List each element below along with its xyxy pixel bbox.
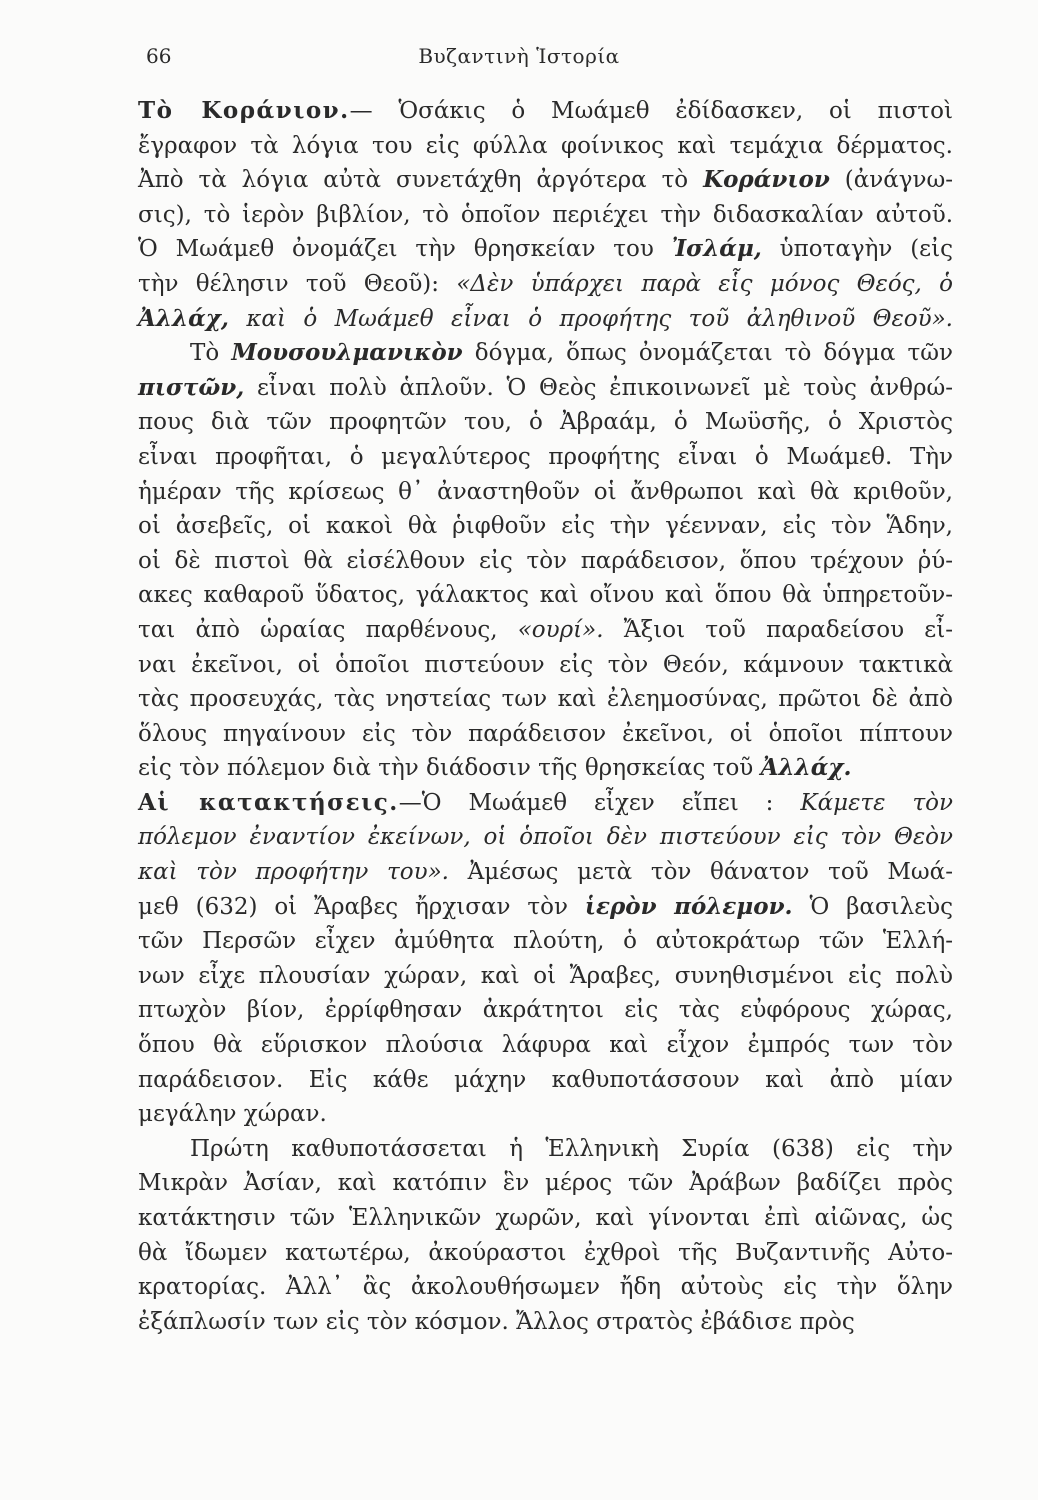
text-line [138,1236,953,1271]
text-line [138,993,953,1028]
section-heading: Αἱ κατακτήσεις. [138,788,399,816]
text-segment: καὶ ὁ Μωάμεθ εἶναι ὁ προφήτης τοῦ ἀληθινοῦ Θεοῦ». [228,305,953,332]
text-segment: «Δὲν ὑπάρχει παρὰ εἷς μόνος Θεός, ὁ [456,270,953,297]
text-line [138,751,953,786]
text-segment: ἔγραφον τὰ λόγια του εἰς φύλλα φοίνικος καὶ τεμάχια δέρματος. [138,132,953,159]
text-segment: Ἀμέσως μετὰ τὸν θάνατον τοῦ Μωά- [448,859,953,886]
text-line [138,371,953,406]
text-segment: (ἀνάγνω- [829,167,953,194]
text-segment: μεγάλην χώραν. [138,1101,327,1128]
text-segment: τῶν Περσῶν εἶχεν ἀμύθητα πλούτη, ὁ αὐτοκράτωρ τῶν Ἑλλή- [138,928,953,955]
text-segment: πόλεμον ἐναντίον ἐκείνων, οἱ ὁποῖοι δὲν πιστεύουν εἰς τὸν Θεὸν [138,824,953,851]
text-segment: ακες καθαροῦ ὕδατος, γάλακτος καὶ οἴνου καὶ ὅπου θὰ ὑπηρετοῦν- [138,582,953,609]
text-line [138,648,953,683]
text-segment: Ἄξιοι τοῦ παραδείσου εἶ- [603,616,953,643]
text-line [138,1166,953,1201]
text-segment: ἱερὸν πόλεμον. [584,892,793,920]
text-line [138,959,953,994]
text-segment: σις), τὸ ἱερὸν βιβλίον, τὸ ὁποῖον περιέχει τὴν διδασκαλίαν αὐτοῦ. [138,201,953,228]
text-segment: —Ὁ Μωάμεθ εἶχεν εἴπει : [398,789,801,816]
text-line [138,440,953,475]
text-segment: Τὸ [190,340,232,367]
text-segment: καὶ τὸν προφήτην του». [138,859,449,886]
text-line [138,1097,953,1132]
text-line [138,198,953,233]
text-line [138,1201,953,1236]
text-segment: ναι ἐκεῖνοι, οἱ ὁποῖοι πιστεύουν εἰς τὸν Θεόν, κάμνουν τακτικὰ [138,651,953,678]
text-line [138,717,953,752]
text-segment: πτωχὸν βίον, ἐρρίφθησαν ἀκράτητοι εἰς τὰς εὐφόρους χώρας, [138,997,953,1024]
text-segment: ὑποταγὴν (εἰς [761,236,953,263]
text-segment: ὅλους πηγαίνουν εἰς τὸν παράδεισον ἐκεῖνοι, οἱ ὁποῖοι πίπτουν [138,720,953,747]
text-segment: Κάμετε τὸν [800,789,953,816]
text-segment: κατάκτησιν τῶν Ἑλληνικῶν χωρῶν, καὶ γίνονται ἐπὶ αἰῶνας, ὡς [138,1205,953,1231]
text-segment: Ὁ βασιλεὺς [792,893,954,920]
text-segment: Ἀλλάχ, [138,304,229,332]
page-header [0,44,1038,74]
text-line [138,1063,953,1098]
text-segment: Κοράνιον [703,166,830,194]
text-line [138,475,953,510]
text-segment: Ἀπὸ τὰ λόγια αὐτὰ συνετάχθη ἀργότερα τὸ [138,167,704,194]
text-segment: οἱ ἀσεβεῖς, οἱ κακοὶ θὰ ῥιφθοῦν εἰς τὴν γέενναν, εἰς τὸν Ἅδην, [138,513,953,540]
text-segment: Ἰσλάμ, [671,235,762,263]
text-segment: τὰς προσευχάς, τὰς νηστείας των καὶ ἐλεημοσύνας, πρῶτοι δὲ ἀπὸ [138,686,953,713]
text-line [138,544,953,579]
text-line [138,786,953,821]
text-line [138,163,953,198]
text-line [138,267,953,302]
text-line [138,1132,953,1167]
text-segment: Μικρὰν Ἀσίαν, καὶ κατόπιν ἓν μέρος τῶν Ἀράβων βαδίζει πρὸς [138,1170,953,1197]
running-title: Βυζαντινὴ Ἱστορία [418,44,620,68]
text-line [138,890,953,925]
text-segment: Ὁ Μωάμεθ ὀνομάζει τὴν θρησκείαν του [138,236,672,263]
text-line [138,578,953,613]
text-segment: εἶναι προφῆται, ὁ μεγαλύτερος προφήτης εἶναι ὁ Μωάμεθ. Τὴν [138,443,953,470]
text-segment: πους διὰ τῶν προφητῶν του, ὁ Ἀβραάμ, ὁ Μωϋσῆς, ὁ Χριστὸς [138,409,953,436]
text-segment: κρατορίας. Ἀλλ᾽ ἂς ἀκολουθήσωμεν ἤδη αὐτοὺς εἰς τὴν ὅλην [138,1274,953,1301]
text-segment: ἐξάπλωσίν των εἰς τὸν κόσμον. Ἄλλος στρατὸς ἐβάδισε πρὸς [138,1308,855,1335]
text-line [138,405,953,440]
text-segment: Μουσουλμανικὸν [231,339,463,367]
section-heading: Τὸ Κοράνιον. [138,97,350,124]
text-segment: Ἀλλάχ. [760,754,852,782]
text-line [138,1305,953,1340]
text-segment: Πρώτη καθυποτάσσεται ἡ Ἑλληνικὴ Συρία (638) εἰς τὴν [190,1135,953,1162]
text-segment: θὰ ἴδωμεν κατωτέρω, ἀκούραστοι ἐχθροὶ τῆς Βυζαντινῆς Αὐτο- [138,1239,953,1266]
text-line [138,129,953,164]
text-line [138,1270,953,1305]
text-segment: ἡμέραν τῆς κρίσεως θ᾽ ἀναστηθοῦν οἱ ἄνθρωποι καὶ θὰ κριθοῦν, [138,478,953,505]
text-line [138,924,953,959]
text-segment: ὅπου θὰ εὕρισκον πλούσια λάφυρα καὶ εἶχον ἐμπρός των τὸν [138,1032,953,1059]
text-line [138,94,953,129]
text-segment: τὴν θέλησιν τοῦ Θεοῦ): [138,270,457,297]
text-segment: παράδεισον. Εἰς κάθε μάχην καθυποτάσσουν καὶ ἀπὸ μίαν [138,1066,953,1093]
text-line [138,1028,953,1063]
text-segment: μεθ (632) οἱ Ἄραβες ἤρχισαν τὸν [138,893,585,920]
body-text [138,94,953,1339]
text-line [138,232,953,267]
text-segment: οἱ δὲ πιστοὶ θὰ εἰσέλθουν εἰς τὸν παράδεισον, ὅπου τρέχουν ῥύ- [138,547,953,574]
text-line [138,336,953,371]
text-line [138,302,953,337]
text-segment: — Ὁσάκις ὁ Μωάμεθ ἐδίδασκεν, οἱ πιστοὶ [349,98,953,124]
page-number: 66 [146,44,172,68]
text-line [138,855,953,890]
text-segment: εἶναι πολὺ ἁπλοῦν. Ὁ Θεὸς ἐπικοινωνεῖ μὲ τοὺς ἀνθρώ- [244,374,953,401]
text-line [138,820,953,855]
text-segment: πιστῶν, [138,373,245,401]
text-segment: εἰς τὸν πόλεμον διὰ τὴν διάδοσιν τῆς θρησκείας τοῦ [138,755,761,782]
text-segment: νων εἶχε πλουσίαν χώραν, καὶ οἱ Ἄραβες, συνηθισμένοι εἰς πολὺ [138,962,953,989]
text-line [138,682,953,717]
text-line [138,613,953,648]
text-segment: «ουρί». [517,616,604,643]
text-line [138,509,953,544]
text-segment: ται ἀπὸ ὡραίας παρθένους, [138,616,518,643]
text-segment: δόγμα, ὅπως ὀνομάζεται τὸ δόγμα τῶν [462,340,954,367]
